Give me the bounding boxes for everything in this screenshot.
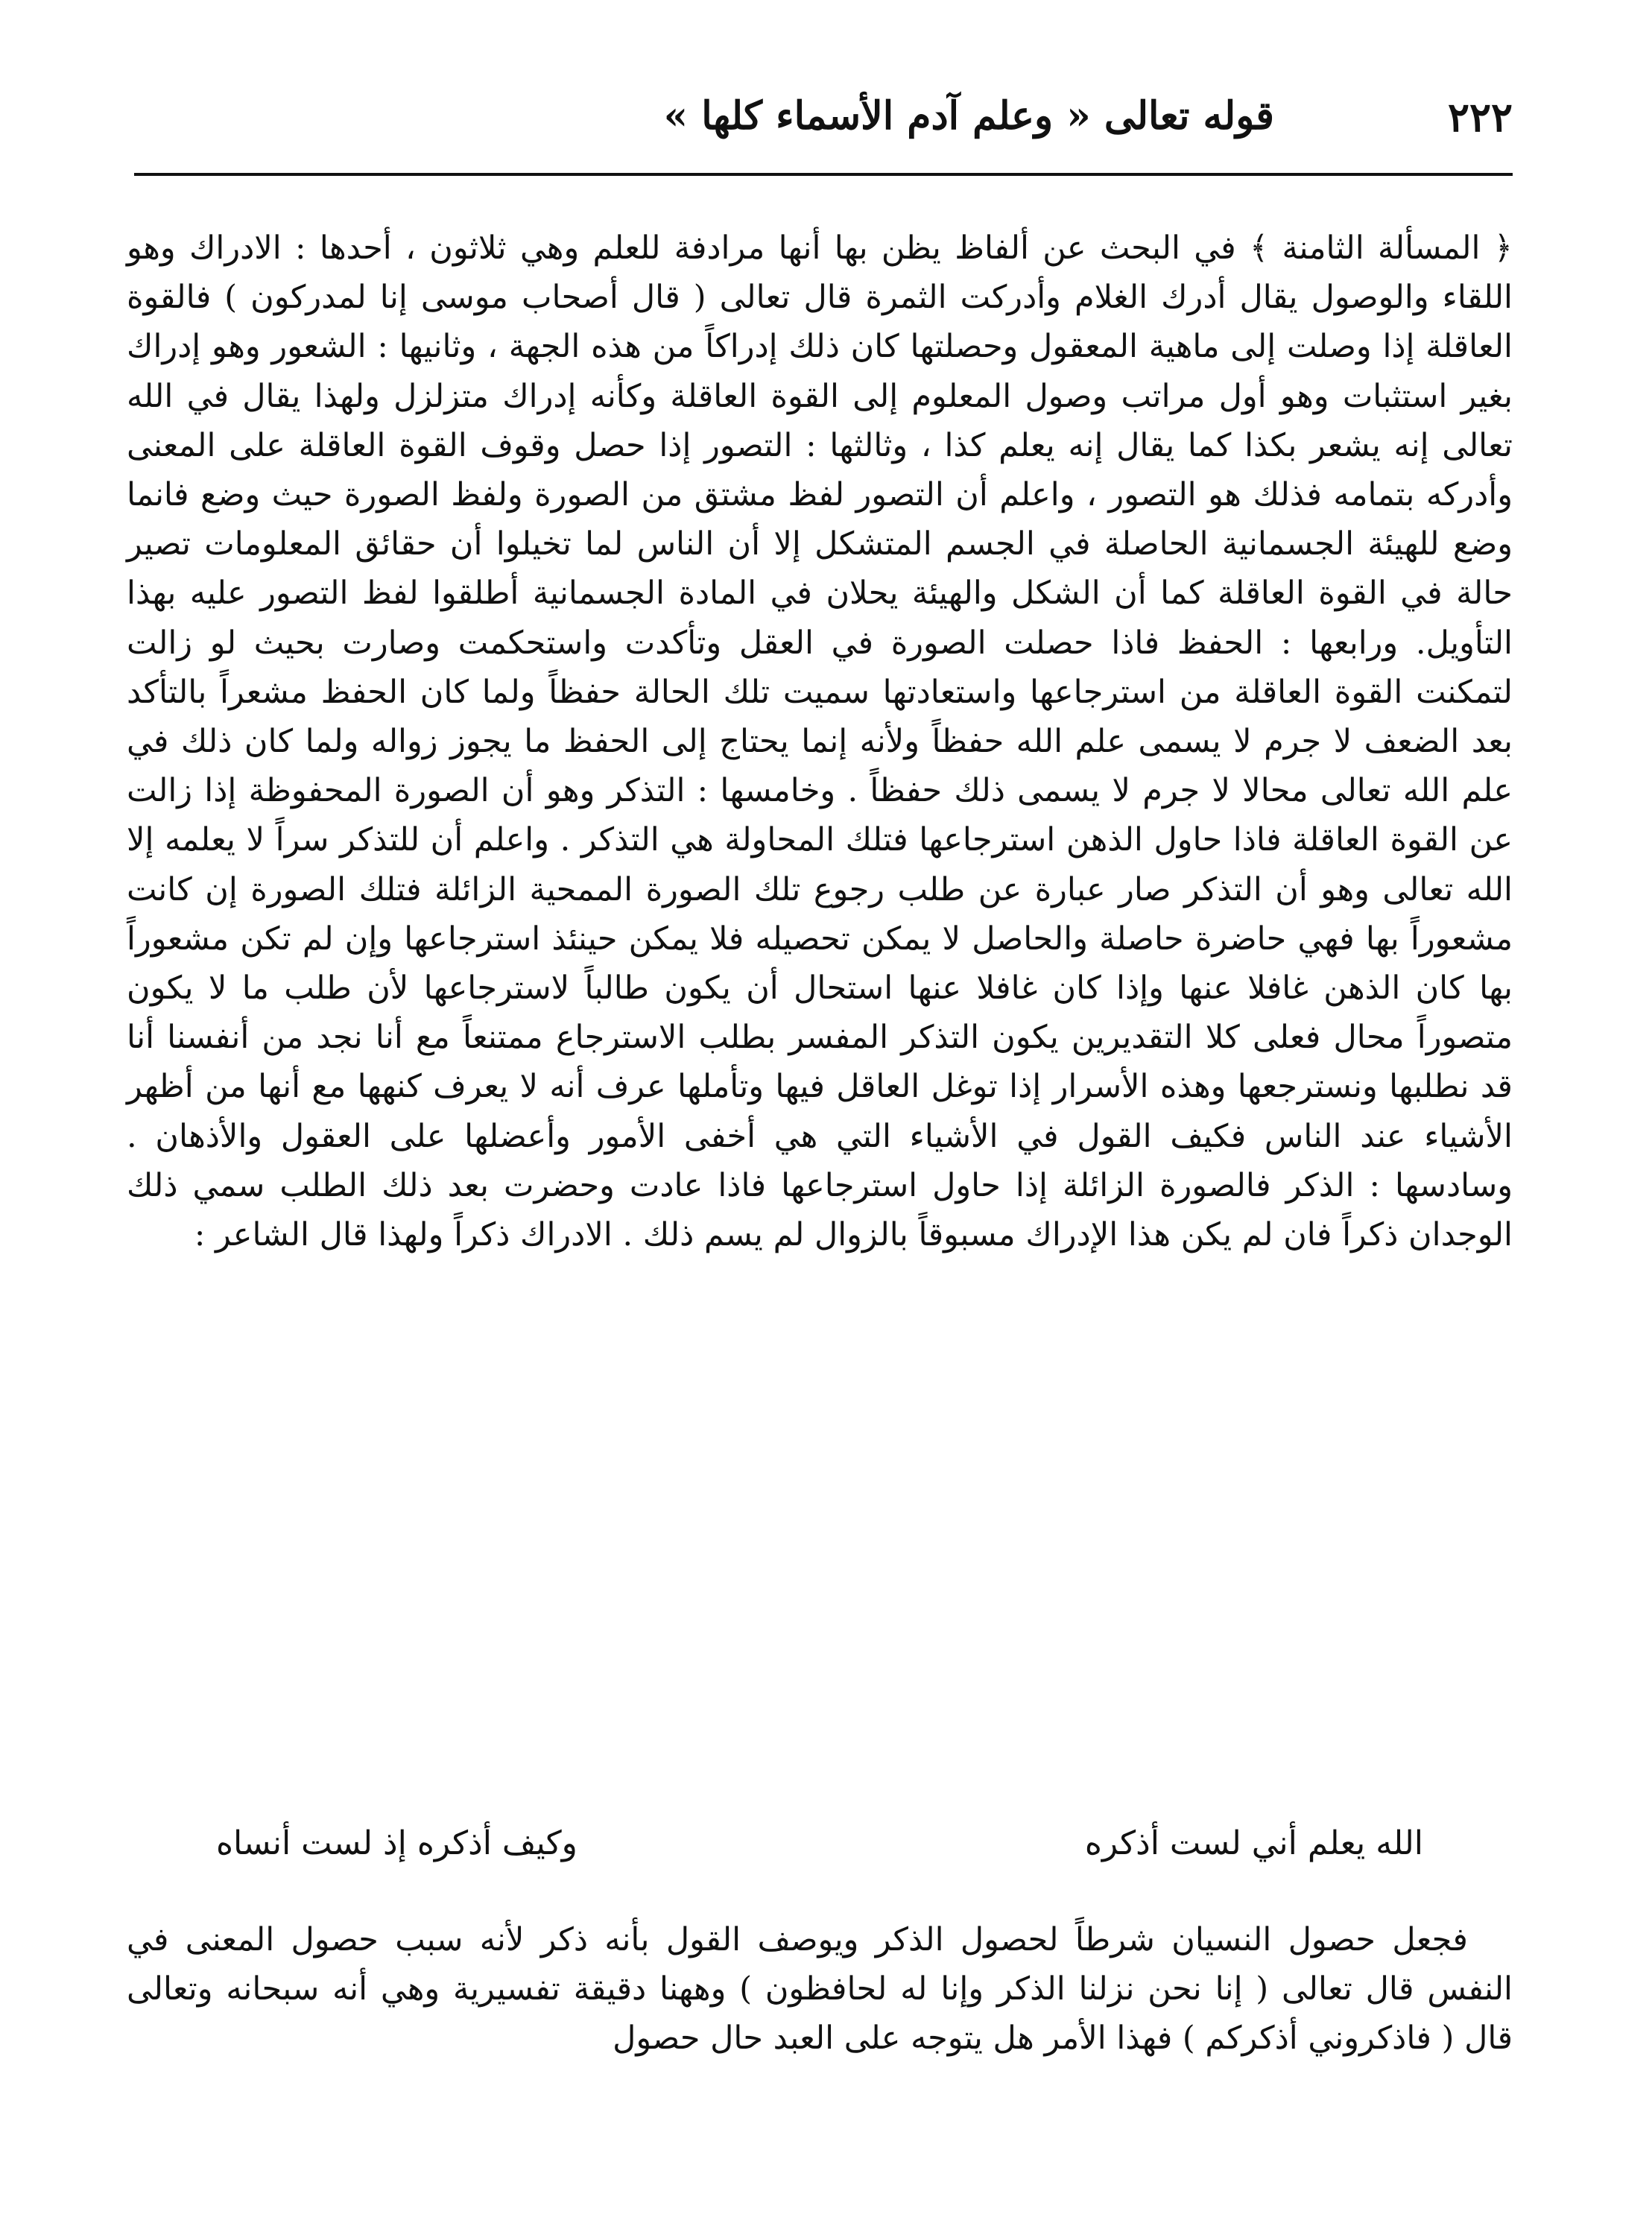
continuation-text-block — [127, 1915, 1513, 2064]
page-header — [134, 71, 1513, 168]
main-text-block — [127, 224, 1513, 1259]
header-divider — [134, 173, 1513, 176]
verse-second-hemistich: وكيف أذكره إذ لست أنساه — [216, 1824, 577, 1862]
running-title: قوله تعالى « وعلم آدم الأسماء كلها » — [663, 93, 1274, 139]
page-number: ٢٢٢ — [1447, 93, 1513, 141]
poetry-verse — [171, 1824, 1423, 1884]
paragraph: فجعل حصول النسيان شرطاً لحصول الذكر ويوصف القول بأنه ذكر لأنه سبب حصول المعنى في النفس قال تعالى ( إنا نحن نزلنا الذكر وإنا له لحافظون ) وههنا دقيقة تفسيرية وهي أنه سبحانه وتعالى قال ( فاذكروني أذكركم ) فهذا الأمر هل يتوجه على العبد حال حصول — [127, 1921, 1513, 2058]
paragraph: ﴿ المسألة الثامنة ﴾ في البحث عن ألفاظ يظن بها أنها مرادفة للعلم وهي ثلاثون ، أحدها : الادراك وهو اللقاء والوصول يقال أدرك الغلام وأدركت الثمرة قال تعالى ( قال أصحاب موسى إنا لمدركون ) فالقوة العاقلة إذا وصلت إلى ماهية المعقول وحصلتها كان ذلك إدراكاً من هذه الجهة ، وثانيها : الشعور وهو إدراك بغير استثبات وهو أول مراتب وصول المعلوم إلى القوة العاقلة وكأنه إدراك متزلزل ولهذا يقال في الله تعالى إنه يشعر بكذا كما يقال إنه يعلم كذا ، وثالثها : التصور إذا حصل وقوف القوة العاقلة على المعنى وأدركه بتمامه فذلك هو التصور ، واعلم أن التصور لفظ مشتق من الصورة ولفظ الصورة حيث وضع فانما وضع للهيئة الجسمانية الحاصلة في الجسم المتشكل إلا أن الناس لما تخيلوا أن حقائق المعلومات تصير حالة في القوة العاقلة كما أن الشكل والهيئة يحلان في المادة الجسمانية أطلقوا لفظ التصور عليه بهذا التأويل. ورابعها : الحفظ فاذا حصلت الصورة في العقل وتأكدت واستحكمت وصارت بحيث لو زالت لتمكنت القوة العاقلة من استرجاعها واستعادتها سميت تلك الحالة حفظاً ولما كان الحفظ مشعراً بالتأكد بعد الضعف لا جرم لا يسمى علم الله حفظاً ولأنه إنما يحتاج إلى الحفظ ما يجوز زواله ولما كان ذلك في علم الله تعالى محالا لا جرم لا يسمى ذلك حفظاً . وخامسها : التذكر وهو أن الصورة المحفوظة إذا زالت عن القوة العاقلة فاذا حاول الذهن استرجاعها فتلك المحاولة هي التذكر . واعلم أن للتذكر سراً لا يعلمه إلا الله تعالى وهو أن التذكر صار عبارة عن طلب رجوع تلك الصورة الممحية الزائلة فتلك الصورة إن كانت مشعوراً بها فهي حاضرة حاصلة والحاصل لا يمكن تحصيله فلا يمكن حينئذ استرجاعها وإن لم تكن مشعوراً بها كان الذهن غافلا عنها وإذا كان غافلا عنها استحال أن يكون طالباً لاسترجاعها لأن طلب ما لا يكون متصوراً محال فعلى كلا التقديرين يكون التذكر المفسر بطلب الاسترجاع ممتنعاً مع أنا نجد من أنفسنا أنا قد نطلبها ونسترجعها وهذه الأسرار إذا توغل العاقل فيها وتأملها عرف أنه لا يعرف كنهها مع أنها من أظهر الأشياء عند الناس فكيف القول في الأشياء التي هي أخفى الأمور وأعضلها على العقول والأذهان . وسادسها : الذكر فالصورة الزائلة إذا حاول استرجاعها فاذا عادت وحضرت بعد ذلك الطلب سمي ذلك الوجدان ذكراً فان لم يكن هذا الإدراك مسبوقاً بالزوال لم يسم ذلك . الادراك ذكراً ولهذا قال الشاعر : — [127, 230, 1513, 1254]
verse-first-hemistich: الله يعلم أني لست أذكره — [1084, 1824, 1423, 1862]
